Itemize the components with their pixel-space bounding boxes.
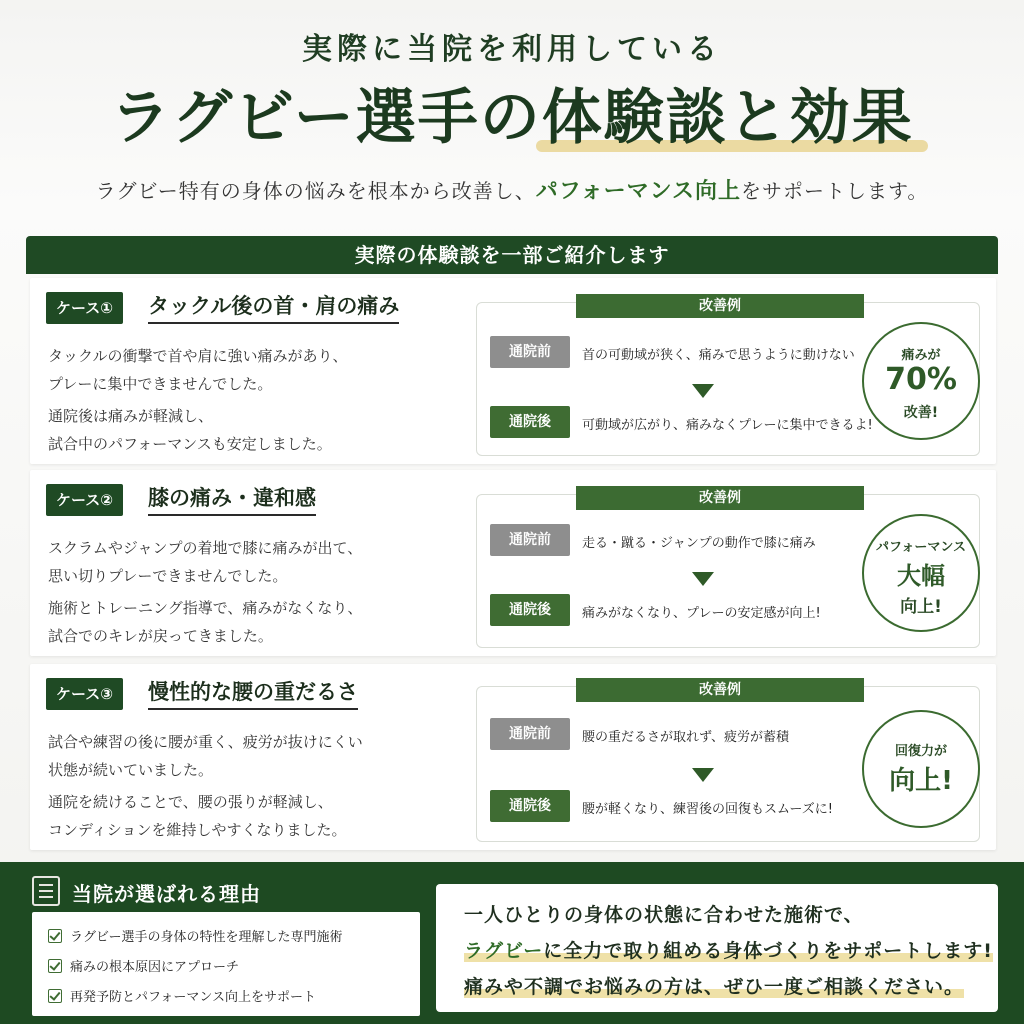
case-title: タックル後の首・肩の痛み <box>148 290 399 324</box>
case-text-after <box>48 402 332 458</box>
reason-item <box>48 926 342 945</box>
after-tag: 通院後 <box>490 594 570 626</box>
circle-top: 痛みが <box>901 348 941 363</box>
text-line: 試合中のパフォーマンスも安定しました。 <box>48 435 332 453</box>
case-text-after <box>48 594 362 650</box>
text-line: 試合や練習の後に腰が重く、疲労が抜けにくい <box>48 733 363 751</box>
case-text-before <box>48 534 362 590</box>
text-line: 通院後は痛みが軽減し、 <box>48 407 214 425</box>
circle-bottom: 改善! <box>903 405 939 421</box>
before-text: 腰の重だるさが取れず、疲労が蓄積 <box>582 730 789 745</box>
circle-top: 回復力が <box>894 744 947 759</box>
reason-text: ラグビー選手の身体の特性を理解した専門施術 <box>70 930 343 945</box>
result-circle <box>862 710 980 828</box>
title-main: ラグビー選手の <box>110 83 542 153</box>
case-text-before <box>48 728 363 784</box>
case-title: 膝の痛み・違和感 <box>148 482 316 516</box>
message-line-1: 一人ひとりの身体の状態に合わせた施術で、 <box>464 904 864 926</box>
lead-after: をサポートします。 <box>741 179 929 203</box>
reason-item <box>48 986 316 1005</box>
result-circle <box>862 514 980 632</box>
message-line-2 <box>464 936 993 963</box>
text-line: 施術とトレーニング指導で、痛みがなくなり、 <box>48 599 363 617</box>
message-box <box>436 884 998 1012</box>
circle-main: 大幅 <box>897 562 945 590</box>
message-line-3 <box>464 972 964 999</box>
circle-main: 向上! <box>889 766 953 796</box>
before-tag: 通院前 <box>490 718 570 750</box>
text-line: 状態が続いていました。 <box>48 761 214 779</box>
before-text: 首の可動域が狭く、痛みで思うように動けない <box>582 348 855 363</box>
circle-top: パフォーマンス <box>876 540 966 555</box>
reason-text: 再発予防とパフォーマンス向上をサポート <box>70 990 316 1005</box>
down-arrow-icon <box>692 572 714 586</box>
text-line: タックルの衝撃で首や肩に強い痛みがあり、 <box>48 347 348 365</box>
text-line: プレーに集中できませんでした。 <box>48 375 273 393</box>
section-title: 実際の体験談を一部ご紹介します <box>26 236 998 274</box>
check-icon <box>48 929 62 943</box>
circle-main: 70% <box>885 362 957 397</box>
footer <box>0 862 1024 1024</box>
result-circle <box>862 322 980 440</box>
message-text: 痛みや不調でお悩みの方は、ぜひ一度ご相談ください。 <box>464 976 965 998</box>
title-highlight: 体験談と効果 <box>542 70 914 156</box>
case-badge: ケース① <box>46 292 123 324</box>
reason-item <box>48 956 239 975</box>
before-text: 走る・蹴る・ジャンプの動作で膝に痛み <box>582 536 816 551</box>
reason-text: 痛みの根本原因にアプローチ <box>70 960 240 975</box>
down-arrow-icon <box>692 384 714 398</box>
after-tag: 通院後 <box>490 406 570 438</box>
clipboard-icon <box>32 876 60 906</box>
after-text: 痛みがなくなり、プレーの安定感が向上! <box>582 606 821 621</box>
text-line: 試合でのキレが戻ってきました。 <box>48 627 273 645</box>
before-tag: 通院前 <box>490 336 570 368</box>
case-text-after <box>48 788 347 844</box>
case-badge: ケース③ <box>46 678 123 710</box>
text-line: 思い切りプレーできませんでした。 <box>48 567 288 585</box>
down-arrow-icon <box>692 768 714 782</box>
text-line: コンディションを維持しやすくなりました。 <box>48 821 347 839</box>
after-text: 腰が軽くなり、練習後の回復もスムーズに! <box>582 802 833 817</box>
case-badge: ケース② <box>46 484 123 516</box>
improvement-box-title: 改善例 <box>576 486 864 510</box>
text-line: スクラムやジャンプの着地で膝に痛みが出て、 <box>48 539 363 557</box>
circle-bottom: 向上! <box>900 597 942 617</box>
lead-emphasis: パフォーマンス向上 <box>535 179 742 204</box>
case-card-3 <box>30 664 996 850</box>
case-card-2 <box>30 470 996 656</box>
improvement-box-title: 改善例 <box>576 678 864 702</box>
message-rest: に全力で取り組める身体づくりをサポートします! <box>543 940 993 962</box>
page-title <box>0 70 1024 156</box>
text-line: 通院を続けることで、腰の張りが軽減し、 <box>48 793 333 811</box>
case-card-1 <box>30 278 996 464</box>
check-icon <box>48 989 62 1003</box>
case-title: 慢性的な腰の重だるさ <box>148 676 358 710</box>
header-kicker: 実際に当院を利用している <box>302 32 722 67</box>
after-tag: 通院後 <box>490 790 570 822</box>
before-tag: 通院前 <box>490 524 570 556</box>
header <box>0 0 1024 236</box>
after-text: 可動域が広がり、痛みなくプレーに集中できるよ! <box>582 418 873 433</box>
check-icon <box>48 959 62 973</box>
reason-title: 当院が選ばれる理由 <box>72 882 261 906</box>
lead-before: ラグビー特有の身体の悩みを根本から改善し、 <box>95 179 536 203</box>
case-text-before <box>48 342 348 398</box>
message-highlight: ラグビー <box>464 940 544 962</box>
lead-text <box>0 174 1024 205</box>
improvement-box-title: 改善例 <box>576 294 864 318</box>
reason-list <box>32 912 420 1016</box>
